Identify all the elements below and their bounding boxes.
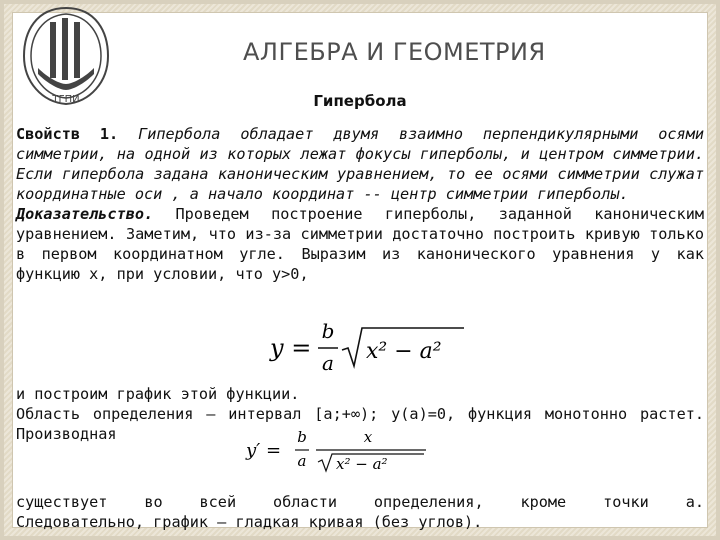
eq2-lhs: y′ = xyxy=(246,440,282,461)
logo-letters: ТГПИ xyxy=(52,94,80,105)
property-paragraph xyxy=(16,124,704,284)
conclusion-text-1: существует во всей области определения, кроме точки a. xyxy=(16,493,704,511)
property-label: Свойств 1. xyxy=(16,125,119,143)
equation-derivative xyxy=(244,426,434,474)
proof-label: Доказательство. xyxy=(16,205,154,223)
eq1-lhs: y = xyxy=(270,334,312,362)
graph-line: и построим график этой функции. xyxy=(16,385,300,403)
conclusion-line-2 xyxy=(16,512,704,532)
eq2-coef-numerator: b xyxy=(297,428,307,446)
eq1-denominator: a xyxy=(322,351,334,375)
section-subtitle: Гипербола xyxy=(313,92,407,110)
equation-hyperbola-branch xyxy=(268,318,468,380)
eq2-coef-denominator: a xyxy=(297,452,307,470)
page-title: АЛГЕБРА И ГЕОМЕТРИЯ xyxy=(243,38,546,66)
proof-text: Проведем построение гиперболы, заданной каноническим уравнением. Заметим, что из-за симметрии достаточно построить кривую только в первом координатном угле. Выразим из канонического уравнения y как функцию x, при условии, что y>0, xyxy=(16,205,704,283)
property-text: Гипербола обладает двумя взаимно перпендикулярными осями симметрии, на одной из которых лежат фокусы гиперболы, и центром симметрии. Если гипербола задана каноническим уравнением, то ее осями симметрии служат координатные оси , а начало координат -- центр симметрии гиперболы. xyxy=(16,125,704,203)
eq1-radicand: x² − a² xyxy=(366,339,442,364)
eq2-radicand: x² − a² xyxy=(336,455,388,473)
eq2-numerator: x xyxy=(363,428,373,446)
conclusion-text-2: Следовательно, график – гладкая кривая (без углов). xyxy=(16,513,483,531)
domain-line: Область определения – интервал [a;+∞); y(a)=0, функция монотонно растет. Производная xyxy=(16,405,704,443)
conclusion-line-1 xyxy=(16,492,704,512)
eq1-numerator: b xyxy=(321,319,335,343)
